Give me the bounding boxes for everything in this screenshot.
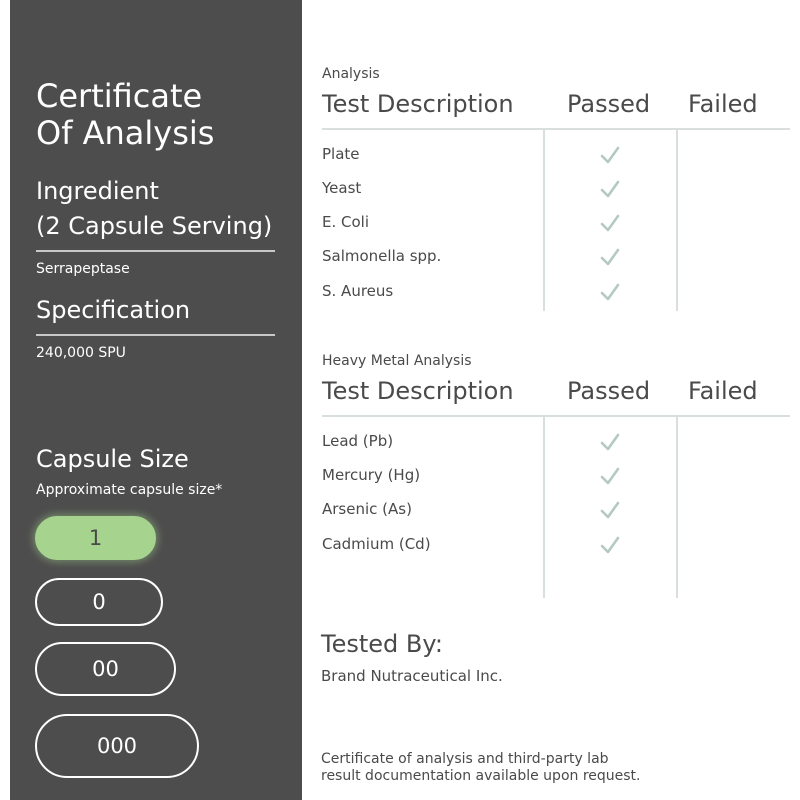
column-divider [543,416,545,598]
analysis-caption: Analysis [322,66,380,82]
checkmark-icon [599,144,621,166]
checkmark-icon [599,212,621,234]
table-row-mercury: Mercury (Hg) [322,466,421,484]
table-row-e-coli: E. Coli [322,213,369,231]
footnote [321,751,641,785]
table-row-yeast: Yeast [322,179,362,197]
capsule-size-label: 000 [96,734,138,758]
tested-by-heading: Tested By: [321,630,443,658]
tested-by-name: Brand Nutraceutical Inc. [321,667,503,685]
title-line-1: Certificate [36,77,203,115]
table-row-s-aureus: S. Aureus [322,282,394,300]
heavy-metal-caption: Heavy Metal Analysis [322,353,472,369]
column-header-test-description: Test Description [322,90,514,118]
capsule-size-note: Approximate capsule size* [36,482,223,498]
title-line-2: Of Analysis [36,114,215,152]
table-header-divider [322,415,790,417]
capsule-size-label: 1 [88,526,103,550]
specification-heading: Specification [36,296,191,324]
footnote-line-1: Certificate of analysis and third-party lab [321,751,609,767]
column-header-passed: Passed [567,377,651,405]
ingredient-value: Serrapeptase [36,261,130,277]
table-row-cadmium: Cadmium (Cd) [322,535,431,553]
checkmark-icon [599,465,621,487]
table-row-lead: Lead (Pb) [322,432,394,450]
table-header-divider [322,128,790,130]
checkmark-icon [599,178,621,200]
table-row-arsenic: Arsenic (As) [322,500,412,518]
table-row-plate: Plate [322,145,360,163]
column-divider [543,129,545,311]
footnote-line-2: result documentation available upon request. [321,768,641,784]
checkmark-icon [599,281,621,303]
checkmark-icon [599,246,621,268]
column-divider [676,129,678,311]
ingredient-heading-line-1: Ingredient [36,177,159,205]
checkmark-icon [599,499,621,521]
specification-value: 240,000 SPU [36,345,126,361]
ingredient-heading-line-2: (2 Capsule Serving) [36,212,273,240]
column-divider [676,416,678,598]
checkmark-icon [599,534,621,556]
column-header-failed: Failed [688,377,758,405]
checkmark-icon [599,431,621,453]
column-header-failed: Failed [688,90,758,118]
capsule-size-label: 0 [92,590,106,614]
capsule-size-heading: Capsule Size [36,445,189,473]
table-row-salmonella: Salmonella spp. [322,247,442,265]
column-header-passed: Passed [567,90,651,118]
capsule-size-label: 00 [92,657,119,681]
column-header-test-description: Test Description [322,377,514,405]
